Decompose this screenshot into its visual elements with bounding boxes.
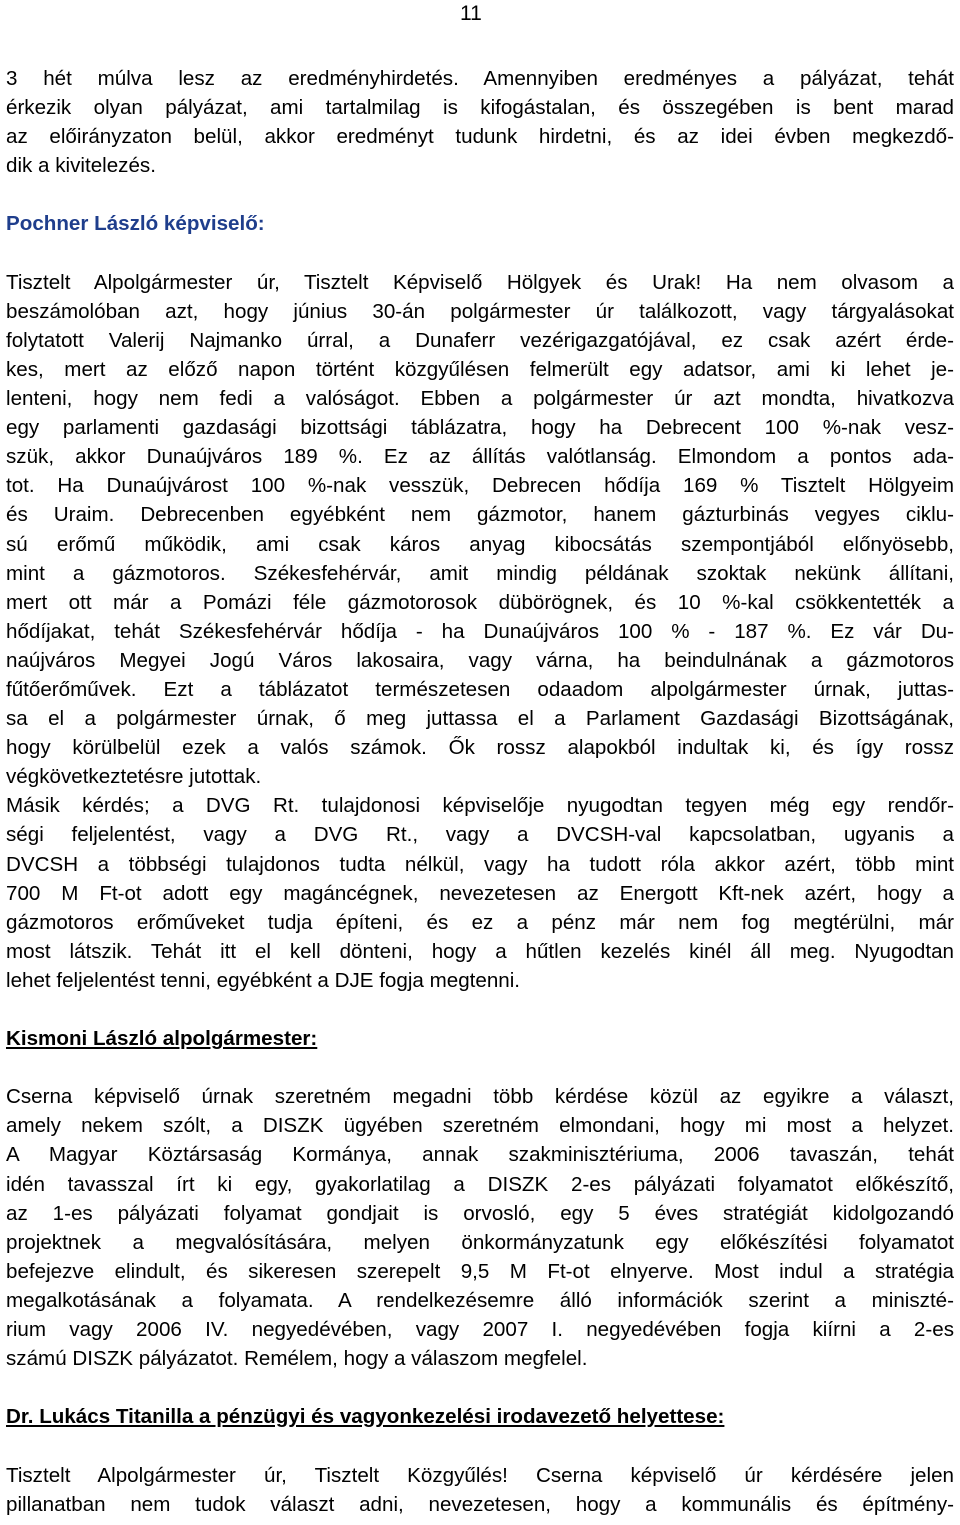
text-line: lenteni, hogy nem fedi a valóságot. Ebben a polgármester úr azt mondta, hivatkozva (6, 387, 954, 411)
paragraph (6, 268, 954, 792)
text-line: egy parlamenti gazdasági bizottsági táblázatra, hogy ha Debrecent 100 %-nak vesz- (6, 416, 954, 440)
text-line: Tisztelt Alpolgármester úr, Tisztelt Közgyűlés! Cserna képviselő úr kérdésére jelen (6, 1463, 954, 1487)
text-line: az 1-es pályázati folyamat gondjait is orvosló, egy 5 éves stratégiát kidolgozandó (6, 1201, 954, 1225)
text-line: sú erőmű működik, ami csak káros anyag kibocsátás szempontjából előnyösebb, (6, 532, 954, 556)
text-line: befejezve elindult, és sikeresen szerepelt 9,5 M Ft-ot elnyerve. Most indul a stratégia (6, 1259, 954, 1283)
text-line: amely nekem szólt, a DISZK ügyében szeretném elmondani, hogy mi most a helyzet. (6, 1114, 954, 1138)
text-line: rium vagy 2006 IV. negyedévében, vagy 2007 I. negyedévében fogja kiírni a 2-es (6, 1318, 954, 1342)
text-line: A Magyar Köztársaság Kormánya, annak szakminisztériuma, 2006 tavaszán, tehát (6, 1143, 954, 1167)
text-line: tot. Ha Dunaújvárost 100 %-nak vesszük, Debrecen hődíja 169 % Tisztelt Hölgyeim (6, 474, 954, 498)
text-line: hogy körülbelül ezek a valós számok. Ők rossz alapokból indultak ki, és így rossz (6, 736, 954, 760)
text-line: kes, mert az előző napon történt közgyűlésen felmerült egy adatsor, ami ki lehet je- (6, 357, 954, 381)
text-line: 700 M Ft-ot adott egy magáncégnek, nevezetesen az Energott Kft-nek azért, hogy a (6, 881, 954, 905)
text-line: naújváros Megyei Jogú Város lakosaira, vagy várna, ha beindulnának a gázmotoros (6, 648, 954, 672)
text-line: gázmotoros erőműveket tudja építeni, és ez a pénz már nem fog megtérülni, már (6, 910, 954, 934)
text-line: mint a gázmotoros. Székesfehérvár, amit mindig példának szoktak nekünk állítani, (6, 561, 954, 585)
text-line: beszámolóban azt, hogy június 30-án polgármester úr találkozott, vagy tárgyalásokat (6, 299, 954, 323)
text-line: az előirányzaton belül, akkor eredményt tudunk hirdetni, és az idei évben megkezdő- (6, 125, 954, 149)
speaker-heading: Dr. Lukács Titanilla a pénzügyi és vagyonkezelési irodavezető helyettese: (6, 1405, 725, 1429)
document-body (6, 64, 954, 1519)
text-line: 3 hét múlva lesz az eredményhirdetés. Amennyiben eredményes a pályázat, tehát (6, 67, 954, 90)
text-line: végkövetkeztetésre jutottak. (6, 765, 262, 789)
text-line: hődíjakat, tehát Székesfehérvár hődíja - ha Dunaújváros 100 % - 187 %. Ez vár Du- (6, 619, 954, 643)
paragraph (6, 791, 954, 995)
text-line: ségi feljelentést, vagy a DVG Rt., vagy a DVCSH-val kapcsolatban, ugyanis a (6, 823, 954, 847)
text-line: DVCSH a többségi tulajdonos tudta nélkül, vagy ha tudott róla akkor azért, több mint (6, 852, 954, 876)
text-line: sa el a polgármester úrnak, ő meg juttassa el a Parlament Gazdasági Bizottságának, (6, 707, 954, 731)
text-line: most látszik. Tehát itt el kell dönteni, hogy a hűtlen kezelés kinél áll meg. Nyugodtan (6, 939, 954, 963)
speaker-heading: Pochner László képviselő: (6, 212, 265, 236)
paragraph (6, 1461, 954, 1519)
paragraph (6, 64, 954, 180)
text-line: szük, akkor Dunaújváros 189 %. Ez az állítás valótlanság. Elmondom a pontos ada- (6, 445, 954, 469)
text-line: lehet feljelentést tenni, egyébként a DJE fogja megtenni. (6, 968, 521, 992)
text-line: számú DISZK pályázatot. Remélem, hogy a válaszom megfelel. (6, 1347, 588, 1371)
text-line: érkezik olyan pályázat, ami tartalmilag is kifogástalan, és összegében is bent marad (6, 96, 954, 120)
text-line: mert ott már a Pomázi féle gázmotorosok dübörögnek, és 10 %-kal csökkentették a (6, 590, 954, 614)
text-line: fűtőerőművek. Ezt a táblázatot természetesen odaadom alpolgármester úrnak, juttas- (6, 677, 954, 701)
speaker-heading: Kismoni László alpolgármester: (6, 1027, 318, 1051)
text-line: projektnek a megvalósítására, melyen önkormányzatunk egy előkészítési folyamatot (6, 1230, 954, 1254)
page-number: 11 (460, 2, 482, 25)
text-line: megalkotásának a folyamata. A rendelkezésemre álló információk szerint a miniszté- (6, 1288, 954, 1312)
text-line: folytatott Valerij Najmanko úrral, a Dunaferr vezérigazgatójával, ez csak azért érde- (6, 328, 954, 352)
paragraph (6, 1082, 954, 1373)
text-line: Cserna képviselő úrnak szeretném megadni több kérdése közül az egyikre a választ, (6, 1085, 954, 1109)
text-line: pillanatban nem tudok választ adni, nevezetesen, hogy a kommunális és építmény- (6, 1492, 954, 1516)
text-line: Másik kérdés; a DVG Rt. tulajdonosi képviselője nyugodtan tegyen még egy rendőr- (6, 794, 954, 818)
text-line: Tisztelt Alpolgármester úr, Tisztelt Képviselő Hölgyek és Urak! Ha nem olvasom a (6, 270, 954, 294)
text-line: idén tavasszal írt ki egy, gyakorlatilag a DISZK 2-es pályázati folyamatot előkészítő, (6, 1172, 954, 1196)
text-line: dik a kivitelezés. (6, 154, 156, 178)
text-line: és Uraim. Debrecenben egyébként nem gázmotor, hanem gázturbinás vegyes ciklu- (6, 503, 954, 527)
